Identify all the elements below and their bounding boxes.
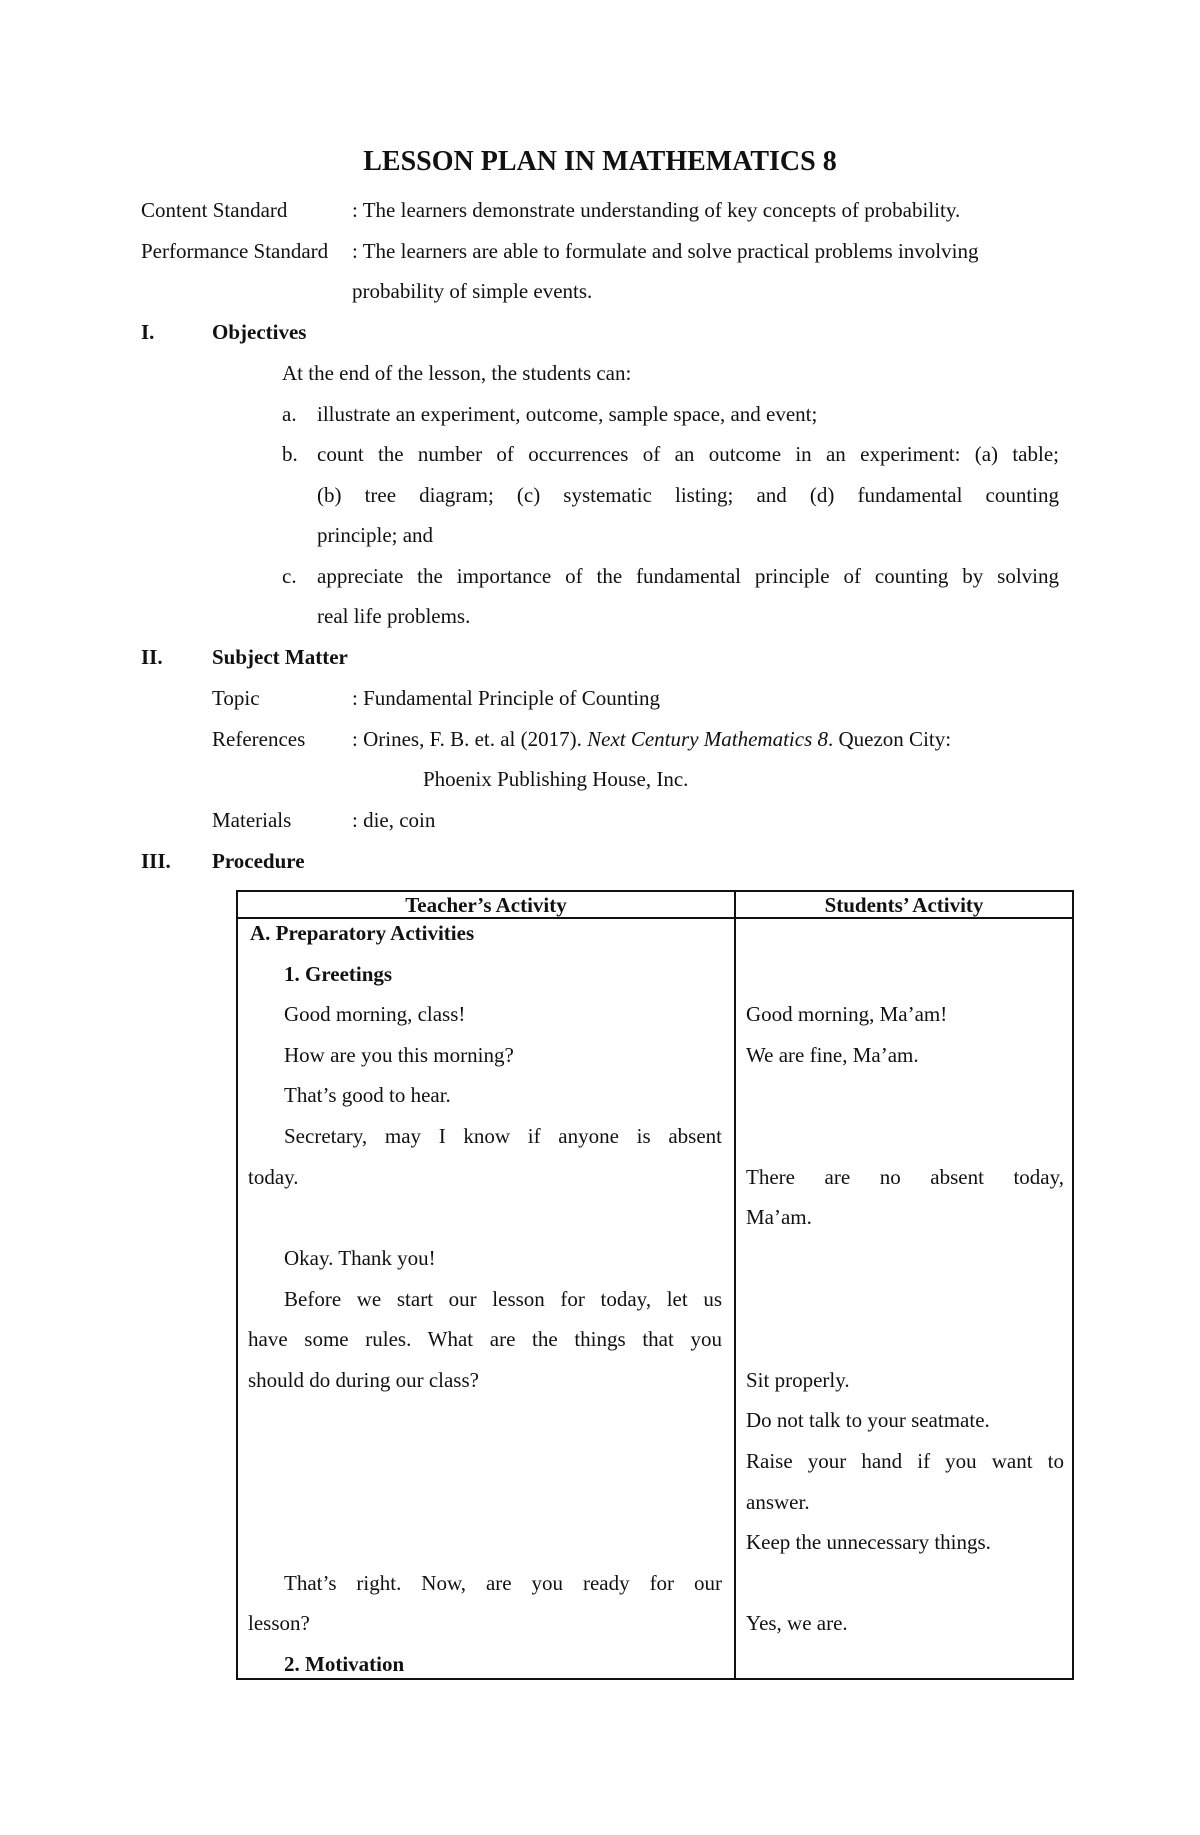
student-line: Ma’am. [746,1205,812,1229]
references-value [352,727,951,751]
teacher-line: That’s right. Now, are you ready for our [284,1571,722,1595]
student-line: Good morning, Ma’am! [746,1002,948,1026]
subject-matter-heading: Subject Matter [212,645,348,669]
student-line: Raise your hand if you want to [746,1449,1064,1473]
objective-a-text: illustrate an experiment, outcome, sample space, and event; [317,402,818,426]
materials-value: : die, coin [352,808,436,832]
objectives-numeral: I. [141,320,155,344]
table-column-divider [734,892,736,1678]
teacher-line: lesson? [248,1611,310,1635]
subsection-motivation: 2. Motivation [284,1652,405,1676]
teacher-line: should do during our class? [248,1368,479,1392]
student-line: answer. [746,1490,810,1514]
student-line: Keep the unnecessary things. [746,1530,991,1554]
student-line: There are no absent today, [746,1165,1064,1189]
content-standard-label: Content Standard [141,198,288,222]
teacher-line: Good morning, class! [284,1002,466,1026]
student-line: We are fine, Ma’am. [746,1043,919,1067]
references-prefix: : Orines, F. B. et. al (2017). [352,727,588,751]
teacher-line: Okay. Thank you! [284,1246,436,1270]
references-publisher: Phoenix Publishing House, Inc. [423,767,689,791]
objective-a-marker: a. [282,402,297,426]
objectives-heading: Objectives [212,320,307,344]
objective-c-line2: real life problems. [317,604,471,628]
students-activity-header: Students’ Activity [824,893,984,917]
references-label: References [212,727,306,751]
performance-standard-label: Performance Standard [141,239,329,263]
section-preparatory-activities: A. Preparatory Activities [250,921,475,945]
objectives-intro: At the end of the lesson, the students can: [282,361,632,385]
student-line: Do not talk to your seatmate. [746,1408,990,1432]
teacher-line: How are you this morning? [284,1043,514,1067]
page-title: LESSON PLAN IN MATHEMATICS 8 [363,146,837,177]
performance-standard-text-cont: probability of simple events. [352,279,593,303]
references-suffix: . Quezon City: [828,727,952,751]
subsection-greetings: 1. Greetings [284,962,393,986]
materials-label: Materials [212,808,292,832]
teacher-line: Secretary, may I know if anyone is absent [284,1124,722,1148]
objective-c-marker: c. [282,564,297,588]
teacher-line: today. [248,1165,299,1189]
procedure-heading: Procedure [212,849,305,873]
teacher-activity-header: Teacher’s Activity [405,893,567,917]
objective-c-line1: appreciate the importance of the fundamental principle of counting by solving [317,564,1059,588]
references-book-title: Next Century Mathematics 8 [587,727,828,751]
performance-standard-text: : The learners are able to formulate and solve practical problems involving [352,239,979,263]
objective-b-line2: (b) tree diagram; (c) systematic listing; and (d) fundamental counting [317,483,1059,507]
procedure-table [236,890,1074,1680]
teacher-line: Before we start our lesson for today, let us [284,1287,722,1311]
teacher-line: That’s good to hear. [284,1083,451,1107]
topic-value: : Fundamental Principle of Counting [352,686,660,710]
subject-matter-numeral: II. [141,645,163,669]
procedure-numeral: III. [141,849,171,873]
topic-label: Topic [212,686,260,710]
objective-b-marker: b. [282,442,298,466]
student-line: Yes, we are. [746,1611,848,1635]
objective-b-line1: count the number of occurrences of an outcome in an experiment: (a) table; [317,442,1059,466]
table-header-divider [238,917,1072,919]
content-standard-text: : The learners demonstrate understanding of key concepts of probability. [352,198,961,222]
student-line: Sit properly. [746,1368,850,1392]
teacher-line: have some rules. What are the things that you [248,1327,722,1351]
objective-b-line3: principle; and [317,523,434,547]
